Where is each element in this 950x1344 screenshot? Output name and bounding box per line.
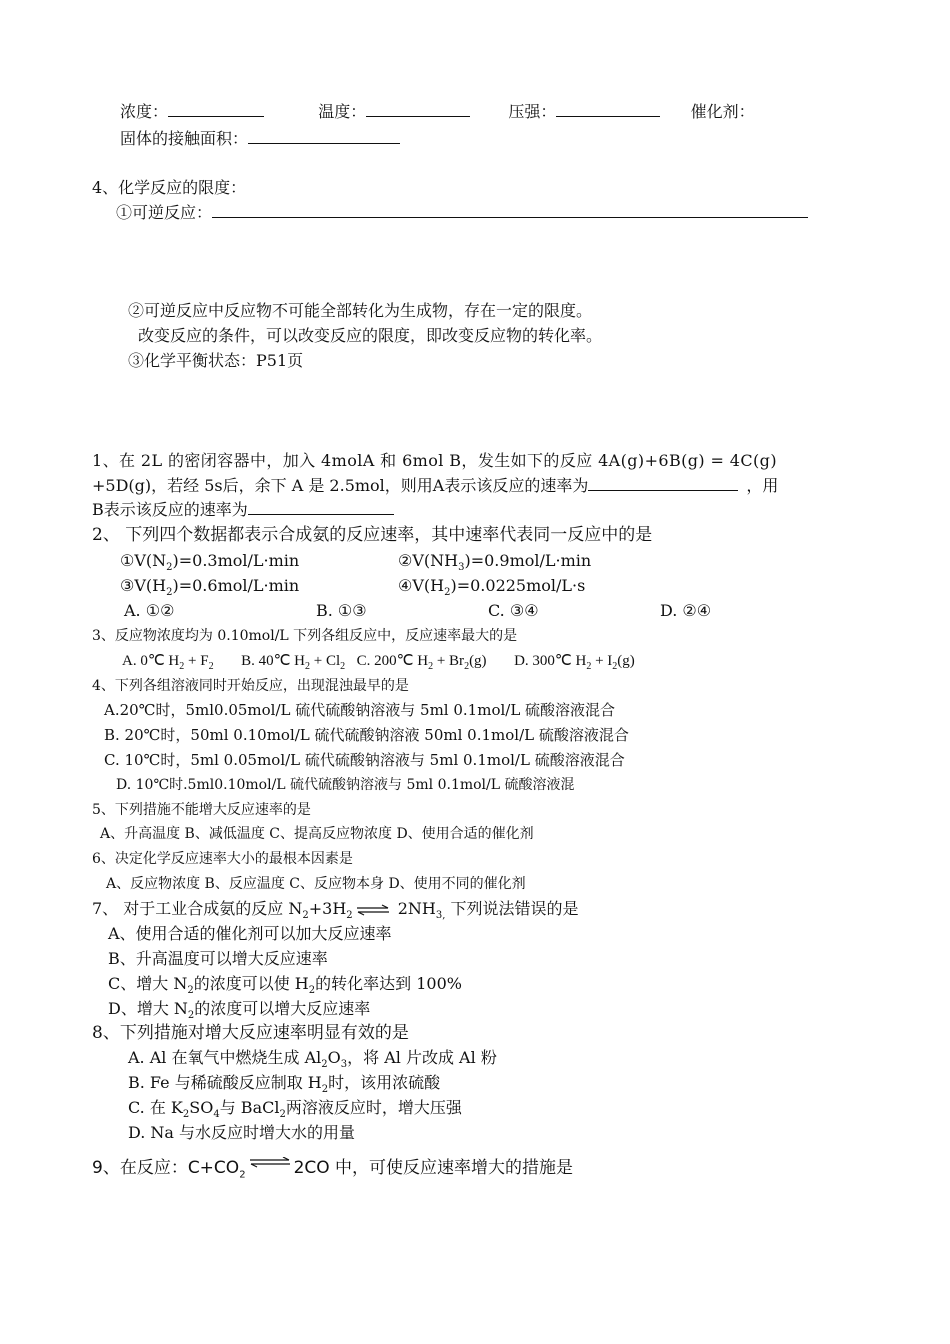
q2-opt1-a: ①V(N: [120, 551, 167, 570]
q9-a: 9、在反应：C+CO: [92, 1158, 240, 1178]
q3-a-text: A. 0℃ H: [122, 653, 180, 669]
q3-d-text: D. 300℃ H: [514, 653, 587, 669]
q3-a-sub2: 2: [208, 661, 214, 672]
q8-b-b: 时，该用浓硫酸: [328, 1073, 441, 1092]
equilibrium-arrow-icon: [355, 904, 391, 916]
q4-choice-d[interactable]: D. 10℃时.5ml0.10mol/L 硫代硫酸钠溶液与 5ml 0.1mol/L 硫酸溶液混: [116, 777, 575, 793]
q3-c-text: C. 200℃ H: [356, 653, 429, 669]
q2-opt4-sub: 2: [444, 587, 451, 599]
q3-choice-c[interactable]: [356, 653, 487, 672]
q3-b-sub2: 2: [340, 661, 346, 672]
conc-label: 浓度：: [120, 102, 169, 121]
q2-opt3-a: ③V(H: [120, 576, 167, 595]
q3-b-sub1: 2: [305, 661, 311, 672]
reversible-line: [116, 201, 808, 224]
q3-choice-b[interactable]: [241, 653, 346, 672]
q2-opt1: [120, 550, 299, 572]
q3-b-text2: + Cl: [310, 653, 341, 669]
q8-a-sub2: 3: [340, 1059, 348, 1071]
q2-opt1-sub: 2: [166, 562, 173, 574]
limit-point2a: ②可逆反应中反应物不可能全部转化为生成物，存在一定的限度。: [128, 301, 593, 320]
q7-choice-a[interactable]: A、使用合适的催化剂可以加大反应速率: [108, 924, 392, 943]
q8-choice-d[interactable]: D. Na 与水反应时增大水的用量: [128, 1123, 356, 1142]
q8-choice-c[interactable]: [128, 1097, 462, 1119]
q3-choice-a[interactable]: [122, 653, 214, 672]
q7-c-b: 的浓度可以使 H: [193, 974, 309, 993]
pressure-label: 压强：: [508, 102, 557, 121]
q8-c-c: 与 BaCl: [219, 1098, 280, 1117]
q2-opt2: [398, 550, 591, 572]
q1-line3: [92, 498, 394, 521]
q8-a-a: A. Al 在氧气中燃烧生成 Al: [128, 1048, 322, 1067]
q2-opt3-c: )=0.6mol/L·min: [172, 576, 300, 595]
temp-blank[interactable]: [366, 100, 470, 117]
q7-stem-e: 2NH: [392, 899, 436, 918]
q7-sub3: 3,: [435, 910, 446, 922]
q3-stem: 3、反应物浓度均为 0.10mol/L 下列各组反应中，反应速率最大的是: [92, 628, 518, 644]
q4-stem: 4、下列各组溶液同时开始反应，出现混浊最早的是: [92, 678, 409, 694]
q7-stem: [92, 898, 579, 920]
limit-heading: 4、化学反应的限度：: [92, 178, 247, 197]
q1-line2-tail: ，用: [746, 476, 779, 495]
q2-opt2-sub: 3: [458, 562, 465, 574]
q7-c-a: C、增大 N: [108, 974, 188, 993]
limit-point3: ③化学平衡状态：P51页: [128, 351, 304, 370]
q1-line2: [92, 474, 778, 497]
q6-choices[interactable]: A、反应物浓度 B、反应温度 C、反应物本身 D、使用不同的催化剂: [106, 876, 526, 892]
catalyst-label: 催化剂：: [690, 102, 755, 121]
q8-c-d: 两溶液反应时，增大压强: [285, 1098, 462, 1117]
q3-a-sub1: 2: [179, 661, 185, 672]
q1-line1: 1、在 2L 的密闭容器中，加入 4molA 和 6mol B，发生如下的反应 4A(g)+6B(g) = 4C(g): [92, 451, 777, 470]
q7-stem-a: 7、 对于工业合成氨的反应 N: [92, 899, 303, 918]
q8-a-sub1: 2: [321, 1059, 328, 1071]
temp-label: 温度：: [318, 102, 367, 121]
q1-line2-text: +5D(g)，若经 5s后，余下 A 是 2.5mol，则用A表示该反应的速率为: [92, 476, 589, 495]
q2-opt1-c: )=0.3mol/L·min: [172, 551, 300, 570]
q3-d-text3: (g): [617, 653, 635, 669]
q9-c: 2CO 中，可使反应速率增大的措施是: [293, 1158, 574, 1178]
q4-choice-b[interactable]: B. 20℃时，50ml 0.10mol/L 硫代硫酸钠溶液 50ml 0.1mol/L 硫酸溶液混合: [104, 726, 629, 744]
q2-opt3: [120, 575, 299, 597]
q2-opt4: [398, 575, 585, 597]
q3-d-text2: + I: [591, 653, 613, 669]
q3-d-sub1: 2: [586, 661, 592, 672]
q8-choice-a[interactable]: [128, 1047, 497, 1069]
q2-opt2-c: )=0.9mol/L·min: [464, 551, 592, 570]
q7-d-sub: 2: [187, 1010, 195, 1022]
q3-c-text3: (g): [469, 653, 487, 669]
q8-a-c: ，将 Al 片改成 Al 粉: [347, 1048, 497, 1067]
surface-blank[interactable]: [248, 127, 400, 144]
q9-stem: [92, 1157, 573, 1179]
q5-stem: 5、下列措施不能增大反应速率的是: [92, 802, 311, 818]
q8-b-sub: 2: [321, 1084, 329, 1096]
q1-blank-b[interactable]: [248, 498, 394, 515]
q7-stem-g: 下列说法错误的是: [445, 899, 579, 918]
limit-point2b: 改变反应的条件，可以改变反应的限度，即改变反应物的转化率。: [138, 326, 603, 345]
q2-choice-a[interactable]: A. ①②: [124, 601, 175, 620]
factors-line: [120, 100, 755, 123]
q4-choice-c[interactable]: C. 10℃时，5ml 0.05mol/L 硫代硫酸钠溶液与 5ml 0.1mol/L 硫酸溶液混合: [104, 751, 625, 769]
q1-blank-a[interactable]: [588, 474, 738, 491]
q2-opt2-a: ②V(NH: [398, 551, 459, 570]
q7-choice-d[interactable]: [108, 998, 370, 1020]
q2-opt3-sub: 2: [166, 587, 173, 599]
q9-sub: 2: [239, 1169, 246, 1181]
q7-d-a: D、增大 N: [108, 999, 188, 1018]
q2-stem: 2、 下列四个数据都表示合成氨的反应速率，其中速率代表同一反应中的是: [92, 525, 653, 545]
equilibrium-arrow-icon: [248, 1157, 292, 1169]
q2-opt4-c: )=0.0225mol/L·s: [450, 576, 586, 595]
q2-choice-c[interactable]: C. ③④: [488, 601, 539, 620]
q8-c-b: SO: [189, 1098, 214, 1117]
q3-choice-d[interactable]: [514, 653, 635, 672]
q8-c-a: C. 在 K: [128, 1098, 183, 1117]
conc-blank[interactable]: [168, 100, 264, 117]
q3-a-text2: + F: [184, 653, 209, 669]
q2-choice-b[interactable]: B. ①③: [316, 601, 367, 620]
q3-c-text2: + Br: [433, 653, 465, 669]
q8-c-sub3: 2: [279, 1109, 286, 1121]
q3-c-sub2: 2: [464, 661, 470, 672]
q7-sub2: 2: [346, 910, 353, 922]
q3-b-text: B. 40℃ H: [241, 653, 306, 669]
q7-c-sub1: 2: [187, 985, 194, 997]
q7-choice-b[interactable]: B、升高温度可以增大反应速率: [108, 949, 328, 968]
q7-c-sub2: 2: [308, 985, 316, 997]
reversible-label: ①可逆反应：: [116, 203, 213, 222]
surface-line: [120, 127, 400, 150]
q3-d-sub2: 2: [612, 661, 618, 672]
q7-sub1: 2: [302, 910, 309, 922]
q8-stem: 8、下列措施对增大反应速率明显有效的是: [92, 1023, 409, 1043]
q8-a-b: O: [327, 1048, 341, 1067]
q6-stem: 6、决定化学反应速率大小的最根本因素是: [92, 851, 353, 867]
q7-choice-c[interactable]: [108, 973, 462, 995]
q8-choice-b[interactable]: [128, 1072, 440, 1094]
q7-c-c: 的转化率达到 100%: [315, 974, 462, 993]
surface-label: 固体的接触面积：: [120, 129, 249, 148]
q3-choices: [122, 650, 635, 672]
q7-stem-c: +3H: [308, 899, 347, 918]
q2-choice-d[interactable]: D. ②④: [660, 601, 712, 620]
q8-b-a: B. Fe 与稀硫酸反应制取 H: [128, 1073, 322, 1092]
reversible-blank[interactable]: [212, 201, 808, 218]
q8-c-sub1: 2: [182, 1109, 190, 1121]
q2-opt4-a: ④V(H: [398, 576, 445, 595]
q3-c-sub1: 2: [428, 661, 434, 672]
q5-choices[interactable]: A、升高温度 B、减低温度 C、提高反应物浓度 D、使用合适的催化剂: [100, 826, 534, 842]
q4-choice-a[interactable]: A.20℃时，5ml0.05mol/L 硫代硫酸钠溶液与 5ml 0.1mol/L 硫酸溶液混合: [104, 701, 616, 719]
q1-line3-text: B表示该反应的速率为: [92, 500, 248, 519]
pressure-blank[interactable]: [556, 100, 660, 117]
q8-c-sub2: 4: [213, 1109, 220, 1121]
q7-d-b: 的浓度可以增大反应速率: [194, 999, 371, 1018]
